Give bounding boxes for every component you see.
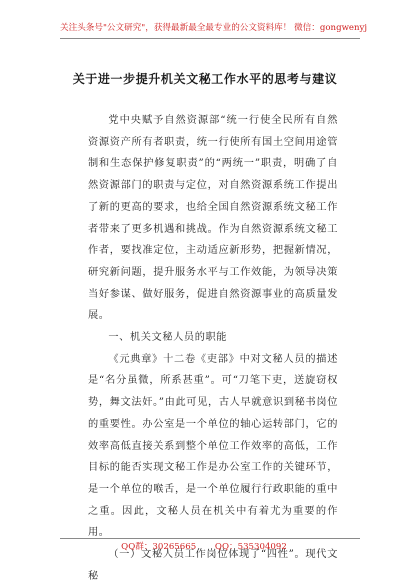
document-body <box>88 110 338 587</box>
footer-divider <box>60 538 360 539</box>
header-divider <box>60 38 360 39</box>
footer-qq-group: QQ群：30265665 <box>121 542 197 552</box>
header-banner: 关注头条号"公文研究"，获得最新最全最专业的公文资料库！ 微信：gongwenyj <box>60 23 368 33</box>
footer-qq: QQ：535304092 <box>214 542 287 552</box>
subsection-paragraph: （一）文秘人员工作岗位体现了“四性”。现代文秘 <box>88 549 338 582</box>
section-heading: 一、机关文秘人员的职能 <box>108 332 228 344</box>
section-paragraph: 《元典章》十二卷《吏部》中对文秘人员的描述是“名分虽微，所系甚重”。可“刀笔下吏，送旋窃权势，舞文法奸。”由此可见，古人早就意识到秘书岗位的重要性。办公室是一个单位的轴心运转部门，它的效率高低直接关系到整个单位工作效率的高低，工作目标的能否实现文秘工作是办公室工作的关键环节，是一个单位的喉舌，是一个单位履行行政职能的重中之重。因此，文秘人员在机关中有着尤为重要的作用。 <box>88 353 338 539</box>
intro-paragraph: 党中央赋予自然资源部“统一行使全民所有自然资源资产所有者职责，统一行使所有国土空间用途管制和生态保护修复职责”的“两统一”职责，明确了自然资源部门的职责与定位，对自然资源系统工作提出了新的更高的要求，也给全国自然资源系统文秘工作者带来了更多机遇和挑战。作为自然资源系统文秘工作者，要找准定位，主动适应新形势，把握新情况，研究新问题，提升服务水平与工作效能，为领导决策当好参谋、做好服务，促进自然资源事业的高质量发展。 <box>88 115 338 322</box>
document-title: 关于进一步提升机关文秘工作水平的思考与建议 <box>72 72 338 86</box>
footer <box>0 541 408 553</box>
